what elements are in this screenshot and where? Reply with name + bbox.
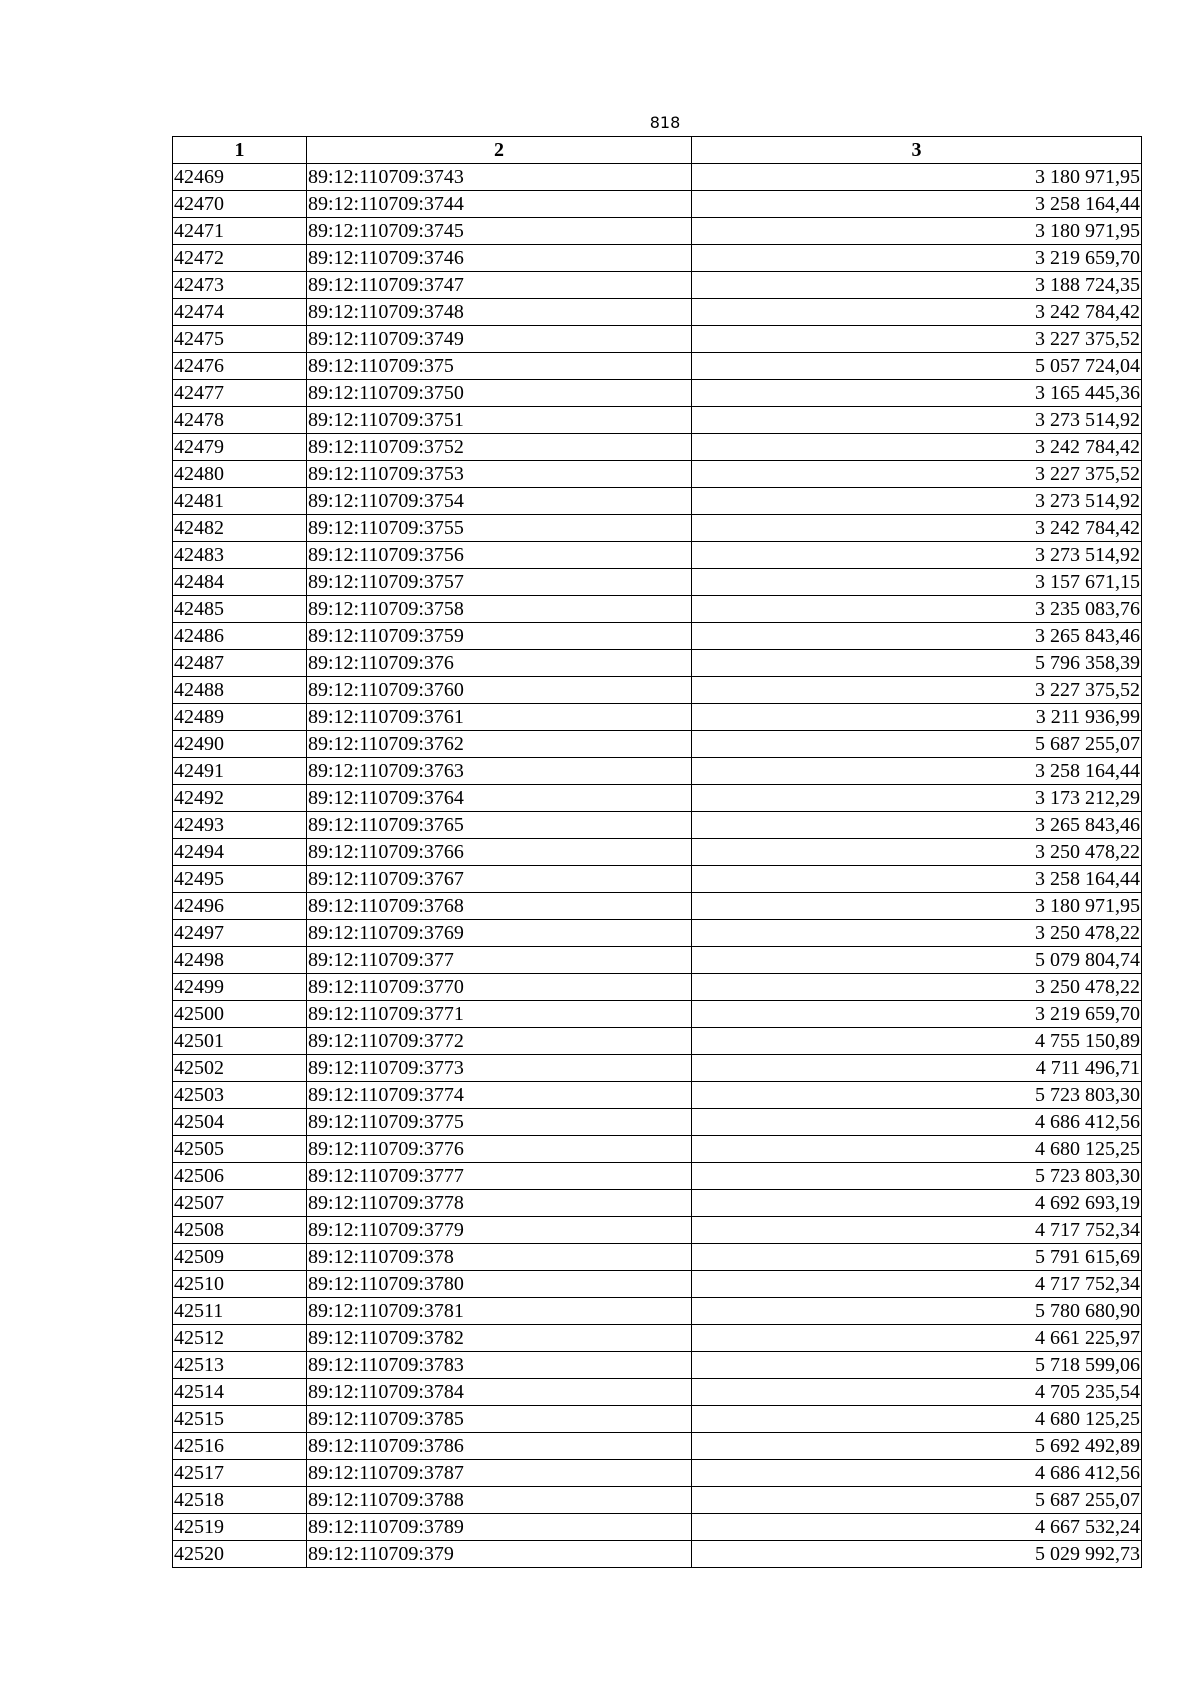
table-row — [173, 1325, 1142, 1352]
row-number-cell: 42485 — [173, 596, 307, 623]
cadastral-number-cell: 89:12:110709:3763 — [307, 758, 692, 785]
value-cell: 5 723 803,30 — [692, 1082, 1142, 1109]
row-number-cell: 42499 — [173, 974, 307, 1001]
table-row — [173, 1001, 1142, 1028]
value-cell: 4 680 125,25 — [692, 1406, 1142, 1433]
value-cell: 4 705 235,54 — [692, 1379, 1142, 1406]
value-cell: 4 711 496,71 — [692, 1055, 1142, 1082]
table-row — [173, 947, 1142, 974]
value-cell: 3 227 375,52 — [692, 461, 1142, 488]
table-row — [173, 1028, 1142, 1055]
row-number-cell: 42473 — [173, 272, 307, 299]
value-cell: 4 686 412,56 — [692, 1460, 1142, 1487]
table-row — [173, 1190, 1142, 1217]
table-row — [173, 353, 1142, 380]
table-row — [173, 785, 1142, 812]
table-row — [173, 164, 1142, 191]
value-cell: 3 227 375,52 — [692, 677, 1142, 704]
table-row — [173, 1541, 1142, 1568]
table-row — [173, 245, 1142, 272]
value-cell: 3 258 164,44 — [692, 758, 1142, 785]
row-number-cell: 42496 — [173, 893, 307, 920]
table-row — [173, 488, 1142, 515]
table-row — [173, 623, 1142, 650]
value-cell: 5 718 599,06 — [692, 1352, 1142, 1379]
row-number-cell: 42520 — [173, 1541, 307, 1568]
table-row — [173, 569, 1142, 596]
row-number-cell: 42507 — [173, 1190, 307, 1217]
value-cell: 5 692 492,89 — [692, 1433, 1142, 1460]
value-cell: 3 180 971,95 — [692, 893, 1142, 920]
row-number-cell: 42495 — [173, 866, 307, 893]
cadastral-number-cell: 89:12:110709:3774 — [307, 1082, 692, 1109]
row-number-cell: 42516 — [173, 1433, 307, 1460]
cadastral-number-cell: 89:12:110709:379 — [307, 1541, 692, 1568]
cadastral-number-cell: 89:12:110709:3752 — [307, 434, 692, 461]
value-cell: 5 079 804,74 — [692, 947, 1142, 974]
value-cell: 5 029 992,73 — [692, 1541, 1142, 1568]
cadastral-number-cell: 89:12:110709:3781 — [307, 1298, 692, 1325]
table-row — [173, 272, 1142, 299]
cadastral-number-cell: 89:12:110709:3773 — [307, 1055, 692, 1082]
row-number-cell: 42481 — [173, 488, 307, 515]
value-cell: 5 780 680,90 — [692, 1298, 1142, 1325]
cadastral-number-cell: 89:12:110709:3776 — [307, 1136, 692, 1163]
page-number: 818 — [649, 113, 681, 132]
row-number-cell: 42475 — [173, 326, 307, 353]
value-cell: 5 791 615,69 — [692, 1244, 1142, 1271]
value-cell: 3 180 971,95 — [692, 218, 1142, 245]
row-number-cell: 42504 — [173, 1109, 307, 1136]
value-cell: 3 180 971,95 — [692, 164, 1142, 191]
table-row — [173, 461, 1142, 488]
value-cell: 4 680 125,25 — [692, 1136, 1142, 1163]
row-number-cell: 42490 — [173, 731, 307, 758]
value-cell: 4 755 150,89 — [692, 1028, 1142, 1055]
column-header-3: 3 — [692, 137, 1142, 164]
table-row — [173, 380, 1142, 407]
cadastral-number-cell: 89:12:110709:3747 — [307, 272, 692, 299]
table-row — [173, 596, 1142, 623]
row-number-cell: 42470 — [173, 191, 307, 218]
table-row — [173, 839, 1142, 866]
row-number-cell: 42515 — [173, 1406, 307, 1433]
table-row — [173, 758, 1142, 785]
row-number-cell: 42517 — [173, 1460, 307, 1487]
row-number-cell: 42500 — [173, 1001, 307, 1028]
row-number-cell: 42484 — [173, 569, 307, 596]
value-cell: 3 273 514,92 — [692, 488, 1142, 515]
value-cell: 3 258 164,44 — [692, 866, 1142, 893]
table-row — [173, 1487, 1142, 1514]
row-number-cell: 42519 — [173, 1514, 307, 1541]
table-row — [173, 1514, 1142, 1541]
row-number-cell: 42514 — [173, 1379, 307, 1406]
cadastral-number-cell: 89:12:110709:378 — [307, 1244, 692, 1271]
value-cell: 3 219 659,70 — [692, 245, 1142, 272]
row-number-cell: 42510 — [173, 1271, 307, 1298]
cadastral-number-cell: 89:12:110709:3768 — [307, 893, 692, 920]
table-row — [173, 1055, 1142, 1082]
cadastral-number-cell: 89:12:110709:3767 — [307, 866, 692, 893]
value-cell: 3 235 083,76 — [692, 596, 1142, 623]
cadastral-number-cell: 89:12:110709:3760 — [307, 677, 692, 704]
cadastral-number-cell: 89:12:110709:3754 — [307, 488, 692, 515]
registry-table — [172, 136, 1142, 1568]
table-row — [173, 1298, 1142, 1325]
table-row — [173, 812, 1142, 839]
cadastral-number-cell: 89:12:110709:3775 — [307, 1109, 692, 1136]
table-row — [173, 731, 1142, 758]
table-row — [173, 1082, 1142, 1109]
value-cell: 3 242 784,42 — [692, 299, 1142, 326]
value-cell: 3 258 164,44 — [692, 191, 1142, 218]
row-number-cell: 42503 — [173, 1082, 307, 1109]
cadastral-number-cell: 89:12:110709:3779 — [307, 1217, 692, 1244]
cadastral-number-cell: 89:12:110709:3749 — [307, 326, 692, 353]
cadastral-number-cell: 89:12:110709:3771 — [307, 1001, 692, 1028]
row-number-cell: 42498 — [173, 947, 307, 974]
row-number-cell: 42509 — [173, 1244, 307, 1271]
table-body — [173, 164, 1142, 1568]
cadastral-number-cell: 89:12:110709:375 — [307, 353, 692, 380]
row-number-cell: 42483 — [173, 542, 307, 569]
row-number-cell: 42477 — [173, 380, 307, 407]
row-number-cell: 42505 — [173, 1136, 307, 1163]
value-cell: 3 250 478,22 — [692, 839, 1142, 866]
cadastral-number-cell: 89:12:110709:3758 — [307, 596, 692, 623]
value-cell: 3 242 784,42 — [692, 515, 1142, 542]
table-header-row — [173, 137, 1142, 164]
value-cell: 3 250 478,22 — [692, 920, 1142, 947]
column-header-1: 1 — [173, 137, 307, 164]
cadastral-number-cell: 89:12:110709:3778 — [307, 1190, 692, 1217]
cadastral-number-cell: 89:12:110709:3780 — [307, 1271, 692, 1298]
table-row — [173, 326, 1142, 353]
cadastral-number-cell: 89:12:110709:3756 — [307, 542, 692, 569]
row-number-cell: 42471 — [173, 218, 307, 245]
cadastral-number-cell: 89:12:110709:3772 — [307, 1028, 692, 1055]
value-cell: 3 188 724,35 — [692, 272, 1142, 299]
value-cell: 3 242 784,42 — [692, 434, 1142, 461]
value-cell: 3 227 375,52 — [692, 326, 1142, 353]
value-cell: 3 165 445,36 — [692, 380, 1142, 407]
value-cell: 5 687 255,07 — [692, 731, 1142, 758]
cadastral-number-cell: 89:12:110709:3753 — [307, 461, 692, 488]
row-number-cell: 42493 — [173, 812, 307, 839]
row-number-cell: 42486 — [173, 623, 307, 650]
value-cell: 5 723 803,30 — [692, 1163, 1142, 1190]
cadastral-number-cell: 89:12:110709:3757 — [307, 569, 692, 596]
row-number-cell: 42511 — [173, 1298, 307, 1325]
table-row — [173, 407, 1142, 434]
value-cell: 3 157 671,15 — [692, 569, 1142, 596]
cadastral-number-cell: 89:12:110709:376 — [307, 650, 692, 677]
table-row — [173, 1109, 1142, 1136]
cadastral-number-cell: 89:12:110709:3787 — [307, 1460, 692, 1487]
table-row — [173, 218, 1142, 245]
value-cell: 4 661 225,97 — [692, 1325, 1142, 1352]
table-row — [173, 1217, 1142, 1244]
table-row — [173, 974, 1142, 1001]
table-row — [173, 515, 1142, 542]
row-number-cell: 42474 — [173, 299, 307, 326]
cadastral-number-cell: 89:12:110709:3766 — [307, 839, 692, 866]
value-cell: 5 057 724,04 — [692, 353, 1142, 380]
row-number-cell: 42494 — [173, 839, 307, 866]
value-cell: 4 717 752,34 — [692, 1271, 1142, 1298]
cadastral-number-cell: 89:12:110709:3788 — [307, 1487, 692, 1514]
cadastral-number-cell: 89:12:110709:3743 — [307, 164, 692, 191]
cadastral-number-cell: 89:12:110709:3750 — [307, 380, 692, 407]
value-cell: 3 173 212,29 — [692, 785, 1142, 812]
value-cell: 4 692 693,19 — [692, 1190, 1142, 1217]
value-cell: 3 273 514,92 — [692, 542, 1142, 569]
table-row — [173, 704, 1142, 731]
table-row — [173, 677, 1142, 704]
cadastral-number-cell: 89:12:110709:3782 — [307, 1325, 692, 1352]
value-cell: 3 211 936,99 — [692, 704, 1142, 731]
cadastral-number-cell: 89:12:110709:3785 — [307, 1406, 692, 1433]
row-number-cell: 42478 — [173, 407, 307, 434]
row-number-cell: 42512 — [173, 1325, 307, 1352]
table-row — [173, 650, 1142, 677]
row-number-cell: 42482 — [173, 515, 307, 542]
value-cell: 3 273 514,92 — [692, 407, 1142, 434]
table-row — [173, 893, 1142, 920]
table-row — [173, 1379, 1142, 1406]
row-number-cell: 42492 — [173, 785, 307, 812]
cadastral-number-cell: 89:12:110709:3744 — [307, 191, 692, 218]
table-row — [173, 542, 1142, 569]
table-row — [173, 1352, 1142, 1379]
table-row — [173, 1406, 1142, 1433]
table-row — [173, 1163, 1142, 1190]
row-number-cell: 42472 — [173, 245, 307, 272]
row-number-cell: 42502 — [173, 1055, 307, 1082]
cadastral-number-cell: 89:12:110709:3762 — [307, 731, 692, 758]
value-cell: 5 796 358,39 — [692, 650, 1142, 677]
row-number-cell: 42508 — [173, 1217, 307, 1244]
cadastral-number-cell: 89:12:110709:3786 — [307, 1433, 692, 1460]
cadastral-number-cell: 89:12:110709:3761 — [307, 704, 692, 731]
cadastral-number-cell: 89:12:110709:3777 — [307, 1163, 692, 1190]
value-cell: 3 250 478,22 — [692, 974, 1142, 1001]
cadastral-number-cell: 89:12:110709:377 — [307, 947, 692, 974]
row-number-cell: 42489 — [173, 704, 307, 731]
cadastral-number-cell: 89:12:110709:3759 — [307, 623, 692, 650]
row-number-cell: 42518 — [173, 1487, 307, 1514]
value-cell: 4 686 412,56 — [692, 1109, 1142, 1136]
table-row — [173, 434, 1142, 461]
table-row — [173, 1271, 1142, 1298]
table-row — [173, 1244, 1142, 1271]
cadastral-number-cell: 89:12:110709:3745 — [307, 218, 692, 245]
cadastral-number-cell: 89:12:110709:3789 — [307, 1514, 692, 1541]
row-number-cell: 42506 — [173, 1163, 307, 1190]
cadastral-number-cell: 89:12:110709:3769 — [307, 920, 692, 947]
value-cell: 4 667 532,24 — [692, 1514, 1142, 1541]
cadastral-number-cell: 89:12:110709:3784 — [307, 1379, 692, 1406]
value-cell: 3 265 843,46 — [692, 623, 1142, 650]
row-number-cell: 42476 — [173, 353, 307, 380]
row-number-cell: 42513 — [173, 1352, 307, 1379]
value-cell: 4 717 752,34 — [692, 1217, 1142, 1244]
row-number-cell: 42501 — [173, 1028, 307, 1055]
row-number-cell: 42491 — [173, 758, 307, 785]
cadastral-number-cell: 89:12:110709:3765 — [307, 812, 692, 839]
cadastral-number-cell: 89:12:110709:3755 — [307, 515, 692, 542]
row-number-cell: 42488 — [173, 677, 307, 704]
row-number-cell: 42497 — [173, 920, 307, 947]
table-row — [173, 299, 1142, 326]
row-number-cell: 42480 — [173, 461, 307, 488]
value-cell: 3 265 843,46 — [692, 812, 1142, 839]
row-number-cell: 42487 — [173, 650, 307, 677]
table-row — [173, 920, 1142, 947]
value-cell: 3 219 659,70 — [692, 1001, 1142, 1028]
row-number-cell: 42479 — [173, 434, 307, 461]
row-number-cell: 42469 — [173, 164, 307, 191]
cadastral-number-cell: 89:12:110709:3764 — [307, 785, 692, 812]
cadastral-number-cell: 89:12:110709:3748 — [307, 299, 692, 326]
table-row — [173, 1136, 1142, 1163]
table-row — [173, 1433, 1142, 1460]
table-row — [173, 191, 1142, 218]
cadastral-number-cell: 89:12:110709:3746 — [307, 245, 692, 272]
cadastral-number-cell: 89:12:110709:3770 — [307, 974, 692, 1001]
table-row — [173, 1460, 1142, 1487]
table-row — [173, 866, 1142, 893]
cadastral-number-cell: 89:12:110709:3751 — [307, 407, 692, 434]
value-cell: 5 687 255,07 — [692, 1487, 1142, 1514]
cadastral-number-cell: 89:12:110709:3783 — [307, 1352, 692, 1379]
column-header-2: 2 — [307, 137, 692, 164]
